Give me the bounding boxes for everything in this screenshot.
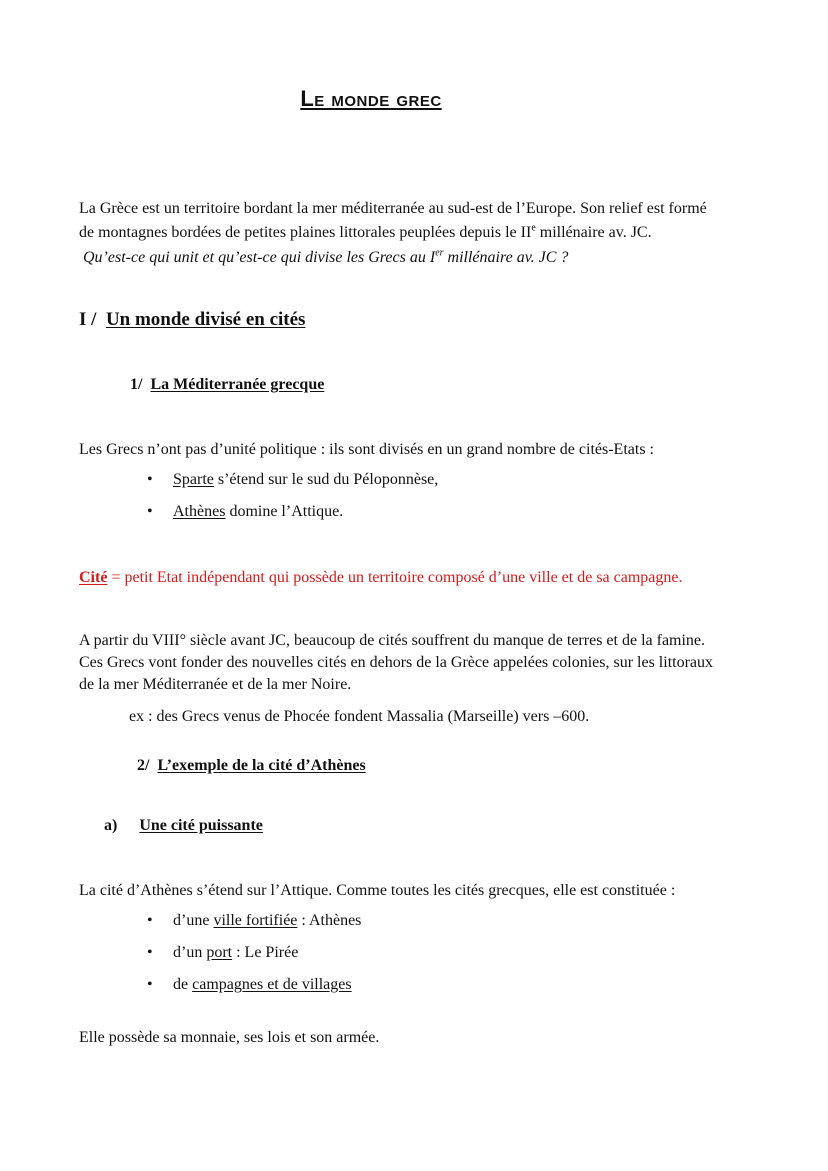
- colonies-example: ex : des Grecs venus de Phocée fondent Massalia (Marseille) vers –600.: [129, 708, 590, 725]
- colonies-line-2: Ces Grecs vont fonder des nouvelles cités en dehors de la Grèce appelées colonies, sur les littoraux: [79, 654, 714, 671]
- intro-line-2: de montagnes bordées de petites plaines littorales peuplées depuis le IIe millénaire av. JC.: [79, 222, 652, 241]
- closing-sentence: Elle possède sa monnaie, ses lois et son armée.: [79, 1029, 380, 1046]
- intro-line-1: La Grèce est un territoire bordant la mer méditerranée au sud-est de l’Europe. Son relief est formé: [79, 200, 707, 217]
- subsection-2-heading: 2/ L’exemple de la cité d’Athènes: [137, 757, 366, 774]
- bullet-port: • d’un port : Le Pirée: [147, 944, 299, 961]
- bullet-athenes: • Athènes domine l’Attique.: [147, 503, 344, 520]
- colonies-line-3: de la mer Méditerranée et de la mer Noire.: [79, 676, 352, 693]
- bullet-sparte: • Sparte s’étend sur le sud du Péloponnèse,: [147, 471, 439, 488]
- subsection-a-heading: a) Une cité puissante: [104, 817, 263, 834]
- section-1-heading: I / Un monde divisé en cités: [79, 309, 306, 330]
- bullet-campagnes: • de campagnes et de villages: [147, 976, 352, 993]
- subsection-1-heading: 1/ La Méditerranée grecque: [130, 376, 325, 393]
- page-title: Le monde grec: [300, 86, 442, 111]
- bullet-ville-fortifiee: • d’une ville fortifiée : Athènes: [147, 912, 362, 929]
- intro-question: Qu’est-ce qui unit et qu’est-ce qui divise les Grecs au Ier millénaire av. JC ?: [83, 247, 569, 266]
- colonies-line-1: A partir du VIII° siècle avant JC, beaucoup de cités souffrent du manque de terres et de la famine.: [79, 632, 706, 649]
- definition-cite: Cité = petit Etat indépendant qui possède un territoire composé d’une ville et de sa campagne.: [79, 569, 683, 586]
- para-greeks: Les Grecs n’ont pas d’unité politique : ils sont divisés en un grand nombre de cités-Etats :: [79, 441, 654, 458]
- para-athens: La cité d’Athènes s’étend sur l’Attique. Comme toutes les cités grecques, elle est constituée :: [79, 882, 676, 899]
